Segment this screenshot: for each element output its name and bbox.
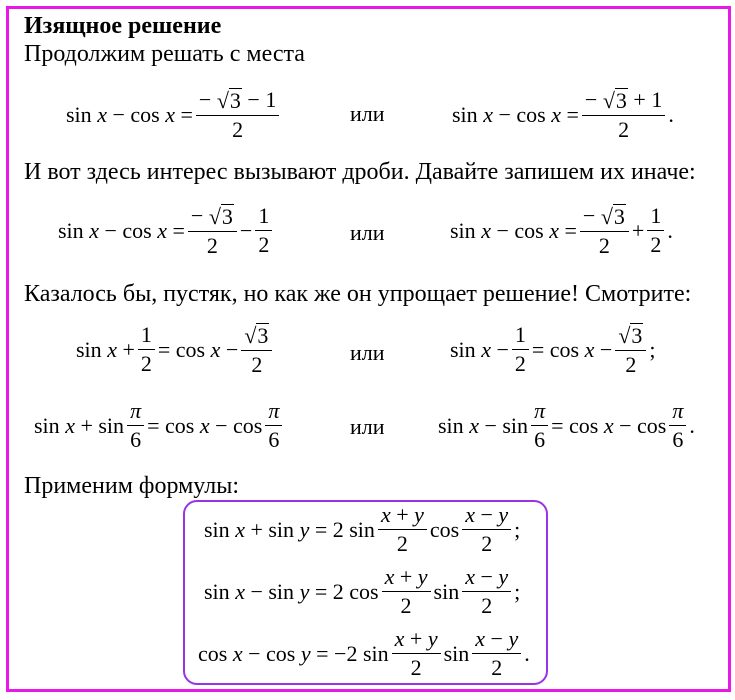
or-word: или [350, 340, 385, 365]
or-word: или [350, 101, 385, 126]
text-4: Применим формулы: [24, 473, 239, 499]
fraction: − √ 3 + 1 2 [582, 88, 665, 141]
equation-4a: sin x + sin $\frac{\pi}{6}$ = cos x − cos $\frac{\pi}{6}$ [34, 400, 285, 451]
text-3: Казалось бы, пустяк, но как же он упрощает решение! Смотрите: [24, 281, 692, 307]
equation-2a: sin x − cos x = − √ 3 2 − $\frac{1}{2}$ [58, 204, 275, 257]
equation-3b: sin x − $\frac{1}{2}$ = cos x − √ 3 2 ; [450, 322, 656, 378]
formula-difference-of-sines: sin x − sin y = 2 cos x + y 2 sin x − y 2 ; [204, 564, 521, 618]
intro-text: Продолжим решать с места [24, 41, 305, 67]
equation-1b: sin x − cos x = − √ 3 + 1 2 . [452, 87, 674, 143]
or-word: или [350, 220, 385, 245]
equation-4b: sin x − sin $\frac{\pi}{6}$ = cos x − cos $\frac{\pi}{6}$ . [438, 398, 695, 452]
equation-2b: sin x − cos x = − √ 3 2 + $\frac{1}{2}$ . [450, 203, 673, 259]
or-word: или [350, 414, 385, 439]
fraction: − √ 3 − 1 2 [196, 88, 279, 141]
equation-1a: sin x − cos x = − √ 3 − 1 2 [66, 88, 282, 141]
text-2: И вот здесь интерес вызывают дроби. Давайте запишем их иначе: [24, 159, 696, 185]
equation-3a: sin x + $\frac{1}{2}$ = cos x − √ 3 2 [76, 323, 275, 376]
formula-sum-of-sines: sin x + sin y = 2 sin x + y 2 cos x − y 2 ; [204, 502, 521, 556]
formula-difference-of-cosines: cos x − cos y = −2 sin x + y 2 sin x − y 2 . [198, 626, 530, 680]
page-title: Изящное решение [24, 13, 222, 39]
